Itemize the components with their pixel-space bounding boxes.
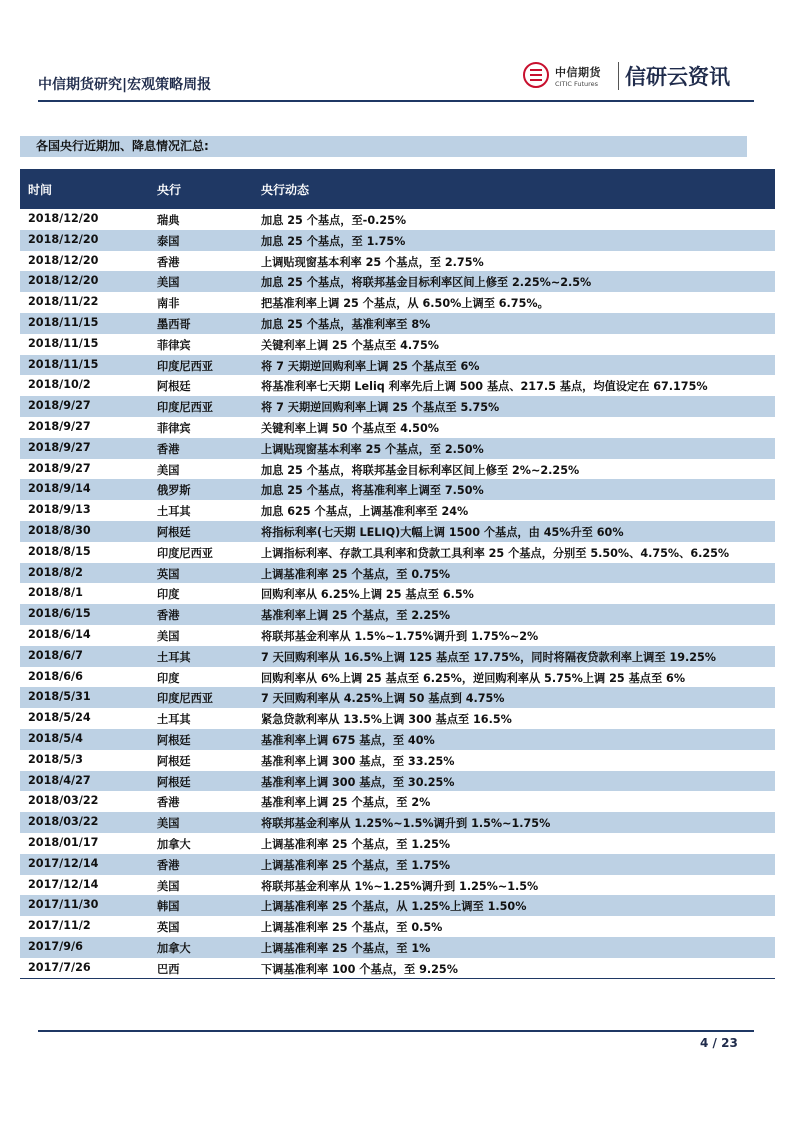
cell-action: 下调基准利率 100 个基点，至 9.25% <box>261 962 458 976</box>
cell-action: 上调基准利率 25 个基点，至 0.75% <box>261 567 451 581</box>
cell-action: 把基准利率上调 25 个基点，从 6.50%上调至 6.75%。 <box>261 297 549 311</box>
cell-date: 2018/03/22 <box>28 815 99 829</box>
cell-bank: 俄罗斯 <box>157 484 191 498</box>
table-row <box>20 479 775 500</box>
table-row <box>20 542 775 563</box>
cell-date: 2018/12/20 <box>28 212 99 225</box>
cell-action: 加息 25 个基点，基准利率至 8% <box>261 317 431 331</box>
table-row <box>20 438 775 459</box>
cell-date: 2018/5/4 <box>28 731 83 745</box>
table-row <box>20 771 775 792</box>
cell-bank: 美国 <box>157 463 180 477</box>
cell-bank: 香港 <box>157 609 180 623</box>
cell-bank: 韩国 <box>157 900 180 914</box>
table-bottom-rule <box>20 978 775 979</box>
cell-bank: 土耳其 <box>157 713 191 727</box>
cell-action: 将联邦基金利率从 1.5%~1.75%调升到 1.75%~2% <box>261 629 539 643</box>
table-row <box>20 625 775 646</box>
cell-bank: 印度尼西亚 <box>157 401 213 415</box>
cell-bank: 阿根廷 <box>157 754 191 768</box>
table-body <box>20 209 775 978</box>
cell-date: 2018/6/14 <box>28 627 91 641</box>
cell-action: 回购利率从 6%上调 25 基点至 6.25%，逆回购利率从 5.75%上调 25 基点至 6% <box>261 671 686 685</box>
cell-action: 将基准利率七天期 Leliq 利率先后上调 500 基点、217.5 基点，均值设定在 67.175% <box>261 380 708 394</box>
cell-date: 2017/11/2 <box>28 919 91 933</box>
cell-action: 7 天回购利率从 16.5%上调 125 基点至 17.75%，同时将隔夜贷款利率上调至 19.25% <box>261 650 717 664</box>
table-row <box>20 313 775 334</box>
cell-date: 2018/9/27 <box>28 440 91 454</box>
cell-date: 2018/9/13 <box>28 503 91 517</box>
cell-date: 2018/6/7 <box>28 648 83 662</box>
cell-action: 基准利率上调 300 基点，至 33.25% <box>261 754 455 768</box>
table-row <box>20 750 775 771</box>
cell-bank: 泰国 <box>157 234 180 248</box>
header-divider <box>38 100 754 102</box>
cell-bank: 菲律宾 <box>157 421 191 435</box>
cell-bank: 阿根廷 <box>157 380 191 394</box>
cell-action: 加息 25 个基点，至 1.75% <box>261 234 406 248</box>
cell-action: 回购利率从 6.25%上调 25 基点至 6.5% <box>261 588 474 602</box>
cell-action: 基准利率上调 300 基点，至 30.25% <box>261 775 455 789</box>
cell-action: 加息 25 个基点，至-0.25% <box>261 214 407 227</box>
cell-action: 7 天回购利率从 4.25%上调 50 基点到 4.75% <box>261 692 505 706</box>
company-logo <box>523 60 743 96</box>
cell-date: 2018/9/14 <box>28 482 91 496</box>
table-row <box>20 500 775 521</box>
table-row <box>20 895 775 916</box>
header-bank: 央行 <box>157 183 182 197</box>
cell-action: 将 7 天期逆回购利率上调 25 个基点至 5.75% <box>261 401 500 415</box>
rate-decisions-table <box>20 169 775 979</box>
cell-date: 2017/12/14 <box>28 877 99 891</box>
cell-action: 将联邦基金利率从 1.25%~1.5%调升到 1.5%~1.75% <box>261 817 551 831</box>
table-row <box>20 417 775 438</box>
cell-date: 2018/10/2 <box>28 378 91 392</box>
cell-action: 基准利率上调 25 个基点，至 2.25% <box>261 609 451 623</box>
cell-date: 2018/11/15 <box>28 357 99 371</box>
cell-bank: 美国 <box>157 276 180 290</box>
cell-bank: 美国 <box>157 629 180 643</box>
table-row <box>20 854 775 875</box>
table-row <box>20 646 775 667</box>
cell-bank: 印度尼西亚 <box>157 692 213 706</box>
report-title: 中信期货研究|宏观策略周报 <box>38 77 212 93</box>
cell-bank: 土耳其 <box>157 505 191 519</box>
cell-date: 2018/4/27 <box>28 773 91 787</box>
footer-divider <box>38 1030 754 1032</box>
cell-bank: 印度 <box>157 588 180 602</box>
cell-action: 将指标利率(七天期 LELIQ)大幅上调 1500 个基点，由 45%升至 60% <box>261 525 624 539</box>
cell-bank: 瑞典 <box>157 214 180 227</box>
cell-date: 2018/11/15 <box>28 315 99 329</box>
cell-bank: 香港 <box>157 796 180 810</box>
table-row <box>20 521 775 542</box>
cell-action: 加息 25 个基点，将联邦基金目标利率区间上修至 2%~2.25% <box>261 463 580 477</box>
section-title: 各国央行近期加、降息情况汇总: <box>20 136 747 157</box>
cell-date: 2017/9/6 <box>28 939 83 953</box>
cell-bank: 南非 <box>157 297 180 311</box>
cell-bank: 阿根廷 <box>157 775 191 789</box>
table-header <box>20 169 775 209</box>
cell-action: 上调指标利率、存款工具利率和贷款工具利率 25 个基点，分别至 5.50%、4.75%、6.25% <box>261 546 730 560</box>
cell-action: 基准利率上调 25 个基点，至 2% <box>261 796 431 810</box>
cell-bank: 加拿大 <box>157 941 191 955</box>
cell-date: 2018/9/27 <box>28 419 91 433</box>
cell-date: 2018/6/6 <box>28 669 83 683</box>
cell-date: 2018/12/20 <box>28 274 99 288</box>
cell-date: 2018/5/31 <box>28 690 91 704</box>
table-row <box>20 604 775 625</box>
table-row <box>20 875 775 896</box>
table-row <box>20 334 775 355</box>
cell-date: 2018/8/15 <box>28 544 91 558</box>
table-row <box>20 583 775 604</box>
logo-separator <box>618 62 619 90</box>
table-row <box>20 251 775 272</box>
cell-bank: 阿根廷 <box>157 733 191 747</box>
cell-bank: 印度尼西亚 <box>157 359 213 373</box>
citic-logo-icon <box>523 62 549 88</box>
cell-bank: 阿根廷 <box>157 525 191 539</box>
cell-action: 加息 25 个基点，将联邦基金目标利率区间上修至 2.25%~2.5% <box>261 276 592 290</box>
table-row <box>20 708 775 729</box>
cell-date: 2018/8/30 <box>28 523 91 537</box>
cell-bank: 巴西 <box>157 962 180 976</box>
cell-bank: 香港 <box>157 858 180 872</box>
cell-date: 2018/5/3 <box>28 752 83 766</box>
cell-bank: 土耳其 <box>157 650 191 664</box>
cell-date: 2018/12/20 <box>28 253 99 267</box>
cell-bank: 印度尼西亚 <box>157 546 213 560</box>
cell-action: 上调基准利率 25 个基点，至 1.75% <box>261 858 451 872</box>
cell-date: 2018/9/27 <box>28 399 91 413</box>
cell-date: 2018/9/27 <box>28 461 91 475</box>
cell-date: 2018/6/15 <box>28 607 91 621</box>
logo-chinese-name: 中信期货 <box>555 66 601 79</box>
cell-date: 2018/5/24 <box>28 711 91 725</box>
cell-action: 上调贴现窗基本利率 25 个基点，至 2.75% <box>261 255 484 269</box>
cell-bank: 香港 <box>157 255 180 269</box>
page-number: 4 / 23 <box>700 1036 738 1050</box>
cell-date: 2017/7/26 <box>28 960 91 974</box>
cell-bank: 美国 <box>157 879 180 893</box>
table-row <box>20 209 775 230</box>
cell-action: 加息 625 个基点，上调基准利率至 24% <box>261 505 469 519</box>
cell-date: 2017/12/14 <box>28 856 99 870</box>
table-row <box>20 292 775 313</box>
cell-date: 2017/11/30 <box>28 898 99 912</box>
table-row <box>20 375 775 396</box>
cell-bank: 香港 <box>157 442 180 456</box>
brand-name: 信研云资讯 <box>625 64 730 89</box>
cell-action: 将联邦基金利率从 1%~1.25%调升到 1.25%~1.5% <box>261 879 539 893</box>
cell-bank: 英国 <box>157 567 180 581</box>
table-row <box>20 459 775 480</box>
logo-english-name: CITIC Futures <box>555 80 599 88</box>
table-row <box>20 355 775 376</box>
cell-action: 加息 25 个基点，将基准利率上调至 7.50% <box>261 484 484 498</box>
table-row <box>20 791 775 812</box>
cell-action: 上调基准利率 25 个基点，至 1.25% <box>261 837 451 851</box>
cell-date: 2018/11/22 <box>28 295 99 309</box>
cell-action: 上调基准利率 25 个基点，从 1.25%上调至 1.50% <box>261 900 527 914</box>
table-row <box>20 958 775 979</box>
cell-action: 基准利率上调 675 基点，至 40% <box>261 733 435 747</box>
cell-date: 2018/12/20 <box>28 232 99 246</box>
table-row <box>20 937 775 958</box>
table-row <box>20 833 775 854</box>
cell-action: 关键利率上调 25 个基点至 4.75% <box>261 338 439 352</box>
cell-date: 2018/8/2 <box>28 565 83 579</box>
cell-action: 紧急贷款利率从 13.5%上调 300 基点至 16.5% <box>261 713 512 727</box>
cell-action: 上调基准利率 25 个基点，至 1% <box>261 941 431 955</box>
cell-action: 关键利率上调 50 个基点至 4.50% <box>261 421 439 435</box>
table-row <box>20 667 775 688</box>
cell-action: 将 7 天期逆回购利率上调 25 个基点至 6% <box>261 359 480 373</box>
cell-bank: 印度 <box>157 671 180 685</box>
cell-action: 上调基准利率 25 个基点，至 0.5% <box>261 921 443 935</box>
cell-bank: 加拿大 <box>157 837 191 851</box>
cell-date: 2018/11/15 <box>28 336 99 350</box>
table-row <box>20 396 775 417</box>
table-row <box>20 687 775 708</box>
header-action: 央行动态 <box>261 183 310 197</box>
table-row <box>20 271 775 292</box>
table-row <box>20 812 775 833</box>
table-row <box>20 729 775 750</box>
cell-date: 2018/03/22 <box>28 794 99 808</box>
cell-bank: 美国 <box>157 817 180 831</box>
header-date: 时间 <box>28 183 53 197</box>
table-row <box>20 563 775 584</box>
cell-date: 2018/01/17 <box>28 835 99 849</box>
cell-action: 上调贴现窗基本利率 25 个基点，至 2.50% <box>261 442 484 456</box>
cell-bank: 菲律宾 <box>157 338 191 352</box>
cell-bank: 墨西哥 <box>157 317 191 331</box>
table-row <box>20 230 775 251</box>
cell-date: 2018/8/1 <box>28 586 83 600</box>
table-row <box>20 916 775 937</box>
cell-bank: 英国 <box>157 921 180 935</box>
